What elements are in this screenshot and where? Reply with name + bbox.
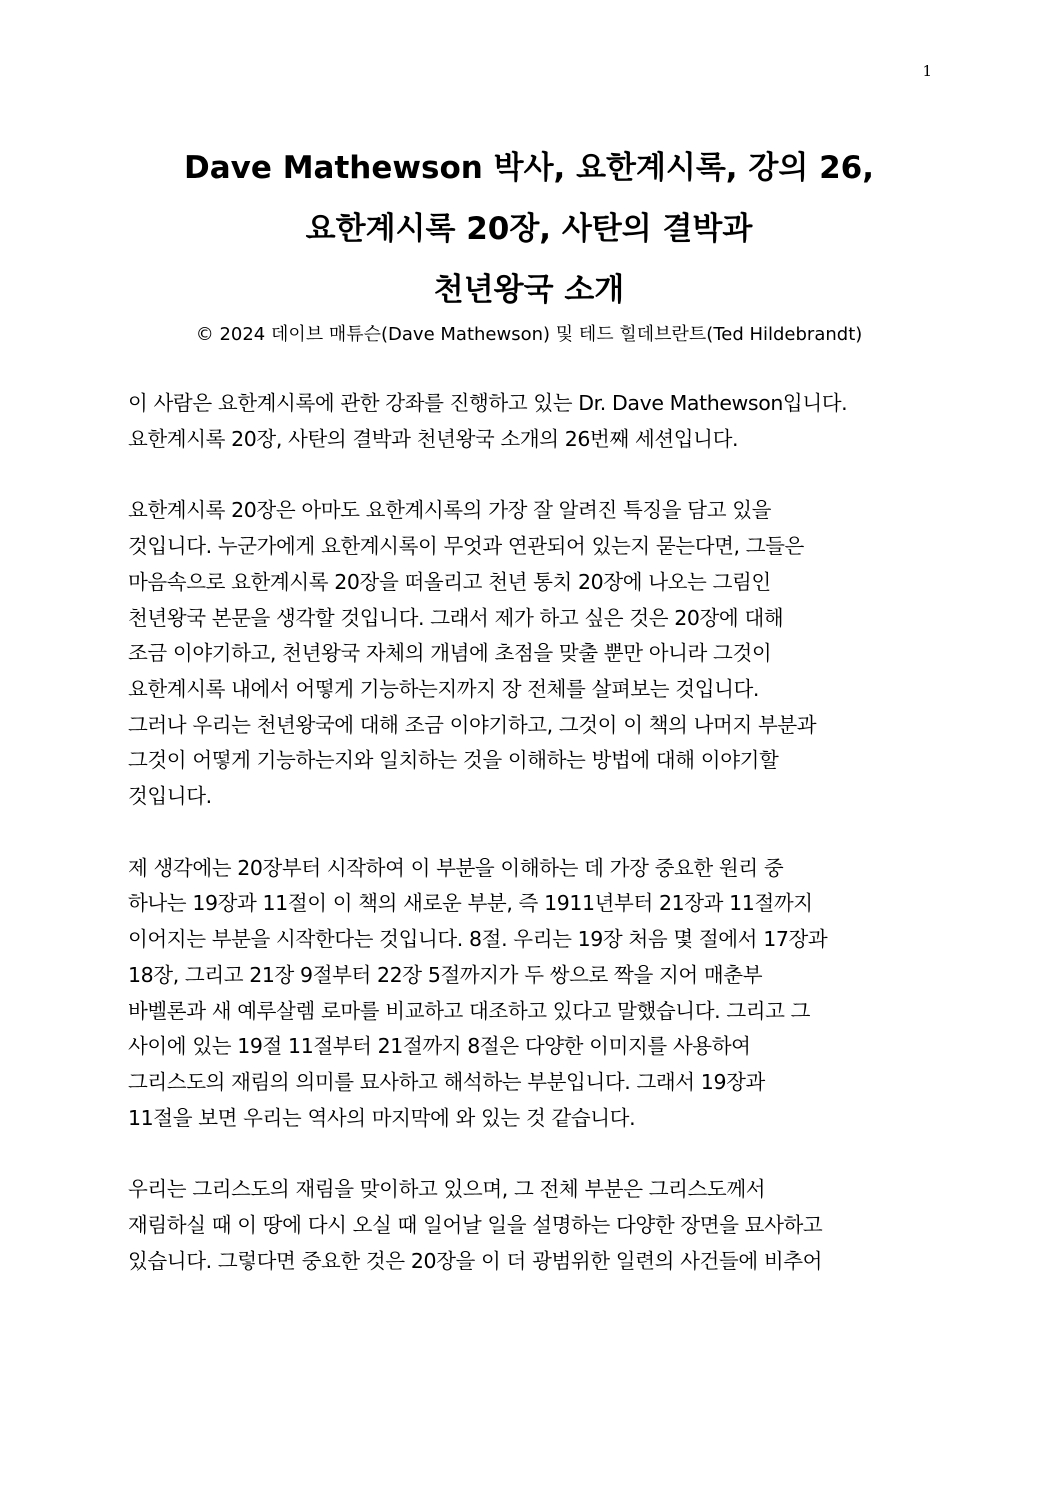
text-line: 있습니다. 그렇다면 중요한 것은 20장을 이 더 광범위한 일련의 사건들에 비추어	[128, 1248, 823, 1273]
text-line: 그러나 우리는 천년왕국에 대해 조금 이야기하고, 그것이 이 책의 나머지 부분과	[128, 712, 817, 737]
text-line: 제 생각에는 20장부터 시작하여 이 부분을 이해하는 데 가장 중요한 원리 중	[128, 855, 784, 880]
document-body	[128, 386, 948, 1315]
text-line: 11절을 보면 우리는 역사의 마지막에 와 있는 것 같습니다.	[128, 1105, 636, 1130]
text-line: 조금 이야기하고, 천년왕국 자체의 개념에 초점을 맞출 뿐만 아니라 그것이	[128, 641, 772, 666]
text-line: 마음속으로 요한계시록 20장을 떠올리고 천년 통치 20장에 나오는 그림인	[128, 569, 771, 594]
paragraph-1	[128, 386, 948, 457]
document-title	[100, 138, 958, 321]
text-line: 하나는 19장과 11절이 이 책의 새로운 부분, 즉 1911년부터 21장과 11절까지	[128, 891, 813, 916]
title-line: Dave Mathewson 박사, 요한계시록, 강의 26,	[184, 150, 874, 186]
text-line: 것입니다.	[128, 784, 212, 809]
text-line: 우리는 그리스도의 재림을 맞이하고 있으며, 그 전체 부분은 그리스도께서	[128, 1177, 766, 1202]
text-line: 그리스도의 재림의 의미를 묘사하고 해석하는 부분입니다. 그래서 19장과	[128, 1069, 765, 1094]
title-line: 천년왕국 소개	[433, 272, 625, 308]
text-line: 요한계시록 20장, 사탄의 결박과 천년왕국 소개의 26번째 세션입니다.	[128, 426, 739, 451]
page-number: 1	[922, 62, 932, 80]
text-line: 그것이 어떻게 기능하는지와 일치하는 것을 이해하는 방법에 대해 이야기할	[128, 748, 779, 773]
copyright-notice: © 2024 데이브 매튜슨(Dave Mathewson) 및 테드 힐데브란트(Ted Hildebrandt)	[195, 324, 863, 345]
text-line: 바벨론과 새 예루살렘 로마를 비교하고 대조하고 있다고 말했습니다. 그리고 그	[128, 998, 811, 1023]
paragraph-3	[128, 851, 948, 1137]
text-line: 이 사람은 요한계시록에 관한 강좌를 진행하고 있는 Dr. Dave Mathewson입니다.	[128, 391, 848, 415]
text-line: 것입니다. 누군가에게 요한계시록이 무엇과 연관되어 있는지 묻는다면, 그들은	[128, 534, 804, 559]
text-line: 요한계시록 20장은 아마도 요한계시록의 가장 잘 알려진 특징을 담고 있을	[128, 498, 772, 523]
text-line: 천년왕국 본문을 생각할 것입니다. 그래서 제가 하고 싶은 것은 20장에 대해	[128, 605, 784, 630]
text-line: 재림하실 때 이 땅에 다시 오실 때 일어날 일을 설명하는 다양한 장면을 묘사하고	[128, 1213, 823, 1238]
paragraph-2	[128, 493, 948, 814]
paragraph-4	[128, 1172, 948, 1279]
text-line: 이어지는 부분을 시작한다는 것입니다. 8절. 우리는 19장 처음 몇 절에서 17장과	[128, 927, 828, 952]
text-line: 요한계시록 내에서 어떻게 기능하는지까지 장 전체를 살펴보는 것입니다.	[128, 676, 760, 701]
text-line: 사이에 있는 19절 11절부터 21절까지 8절은 다양한 이미지를 사용하여	[128, 1034, 751, 1059]
text-line: 18장, 그리고 21장 9절부터 22장 5절까지가 두 쌍으로 짝을 지어 매춘부	[128, 962, 763, 987]
title-line: 요한계시록 20장, 사탄의 결박과	[305, 211, 753, 247]
